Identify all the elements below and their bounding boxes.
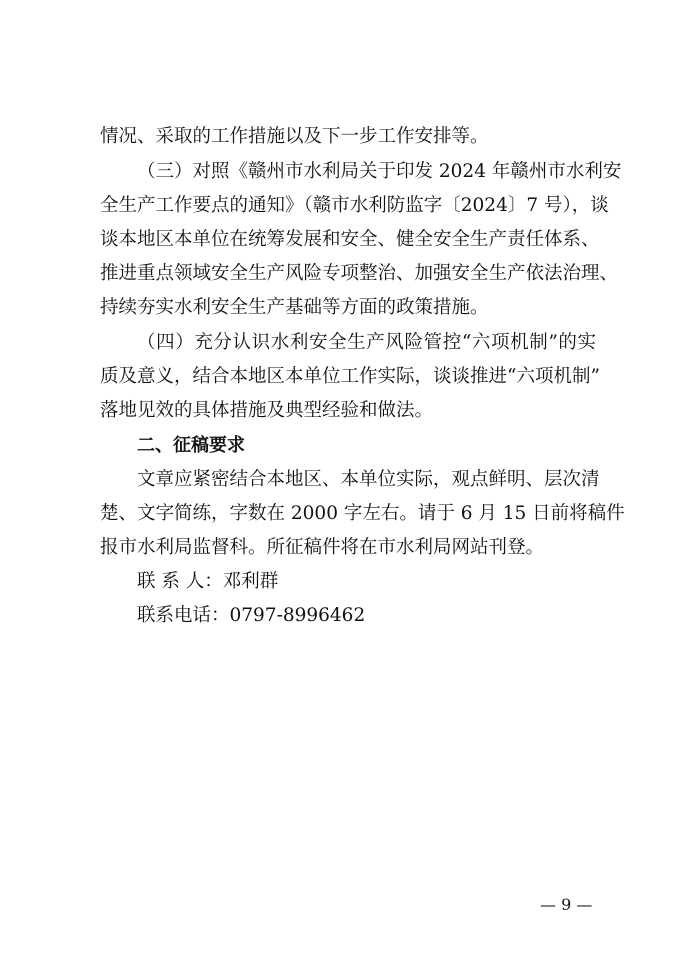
page-number: — 9 — xyxy=(540,895,593,914)
body-line: 质及意义，结合本地区本单位工作实际，谈谈推进“六项机制” xyxy=(100,366,600,387)
section-heading: 二、征稿要求 xyxy=(137,435,245,456)
contact-phone: 联系电话：0797-8996462 xyxy=(137,605,366,626)
body-line: 报市水利局监督科。所征稿件将在市水利局网站刊登。 xyxy=(100,537,545,558)
body-line: 文章应紧密结合本地区、本单位实际，观点鲜明、层次清 xyxy=(137,469,600,490)
body-line: 楚、文字简练，字数在 2000 字左右。请于 6 月 15 日前将稿件 xyxy=(100,503,625,524)
body-line: 落地见效的具体措施及典型经验和做法。 xyxy=(100,400,434,421)
body-line: 全生产工作要点的通知》（赣市水利防监字〔2024〕7 号），谈 xyxy=(100,195,609,216)
body-line: 情况、采取的工作措施以及下一步工作安排等。 xyxy=(100,126,489,147)
body-line: 推进重点领域安全生产风险专项整治、加强安全生产依法治理、 xyxy=(100,263,619,284)
body-line: 谈本地区本单位在统筹发展和安全、健全安全生产责任体系、 xyxy=(100,229,600,250)
body-line: （四）充分认识水利安全生产风险管控“六项机制”的实 xyxy=(137,332,596,353)
contact-person: 联 系 人：邓利群 xyxy=(137,571,279,592)
body-line: （三）对照《赣州市水利局关于印发 2024 年赣州市水利安 xyxy=(137,161,622,182)
body-line: 持续夯实水利安全生产基础等方面的政策措施。 xyxy=(100,297,489,318)
